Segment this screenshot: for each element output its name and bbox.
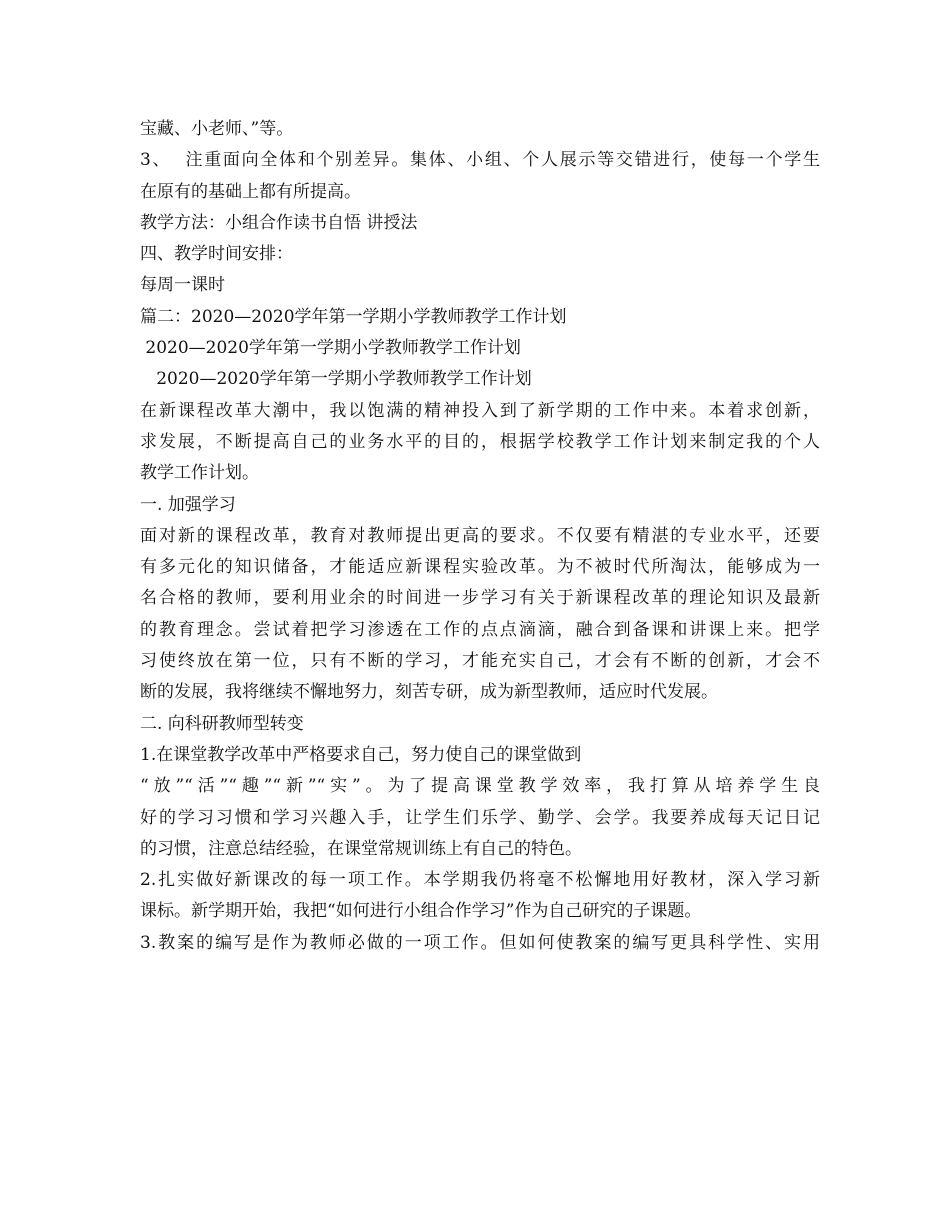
text-line: 的教育理念。尝试着把学习渗透在工作的点点滴滴，融合到备课和讲课上来。把学 — [140, 619, 820, 640]
text-line: 有多元化的知识储备，才能适应新课程实验改革。为不被时代所淘汰，能够成为一 — [140, 557, 820, 578]
text-line: 课标。新学期开始，我把“如何进行小组合作学习”作为自己研究的子课题。 — [140, 901, 702, 922]
text-line: 在新课程改革大潮中，我以饱满的精神投入到了新学期的工作中来。本着求创新， — [140, 400, 820, 421]
text-line: 习使终放在第一位，只有不断的学习，才能充实自己，才会有不断的创新，才会不 — [140, 651, 820, 672]
text-line: 断的发展，我将继续不懈地努力，刻苦专研，成为新型教师，适应时代发展。 — [140, 682, 718, 703]
text-line: 的习惯，注意总结经验，在课堂常规训练上有自己的特色。 — [140, 838, 582, 859]
article-title: 2020—2020学年第一学期小学教师教学工作计划 — [140, 369, 532, 390]
text-line: 教学方法：小组合作读书自悟 讲授法 — [140, 212, 418, 233]
article-title: 2020—2020学年第一学期小学教师教学工作计划 — [140, 338, 521, 359]
text-line: 3、 注重面向全体和个别差异。集体、小组、个人展示等交错进行，使每一个学生 — [140, 150, 820, 171]
text-line: 每周一课时 — [140, 275, 225, 296]
document-body — [140, 114, 820, 959]
text-line: 3.教案的编写是作为教师必做的一项工作。但如何使教案的编写更具科学性、实用 — [140, 932, 820, 953]
text-line: 面对新的课程改革，教育对教师提出更高的要求。不仅要有精湛的专业水平，还要 — [140, 525, 820, 546]
text-line: 宝藏、小老师、”等。 — [140, 119, 294, 139]
text-line: 教学工作计划。 — [140, 463, 259, 484]
article-heading: 篇二：2020—2020学年第一学期小学教师教学工作计划 — [140, 306, 567, 327]
section-heading: 四、教学时间安排： — [140, 244, 293, 265]
text-line: 1.在课堂教学改革中严格要求自己，努力使自己的课堂做到 — [140, 744, 582, 765]
text-line: 名合格的教师，要利用业余的时间进一步学习有关于新课程改革的理论知识及最新 — [140, 588, 820, 609]
text-line: 2.扎实做好新课改的每一项工作。本学期我仍将毫不松懈地用好教材，深入学习新 — [140, 870, 820, 891]
text-line: 求发展，不断提高自己的业务水平的目的，根据学校教学工作计划来制定我的个人 — [140, 431, 820, 452]
section-heading: 一. 加强学习 — [140, 494, 236, 515]
section-heading: 二. 向科研教师型转变 — [140, 713, 304, 734]
text-line: 好的学习习惯和学习兴趣入手，让学生们乐学、勤学、会学。我要养成每天记日记 — [140, 807, 820, 828]
text-line: “放”“活”“趣”“新”“实”。为了提高课堂教学效率，我打算从培养学生良 — [140, 776, 820, 797]
text-line: 在原有的基础上都有所提高。 — [140, 181, 361, 202]
